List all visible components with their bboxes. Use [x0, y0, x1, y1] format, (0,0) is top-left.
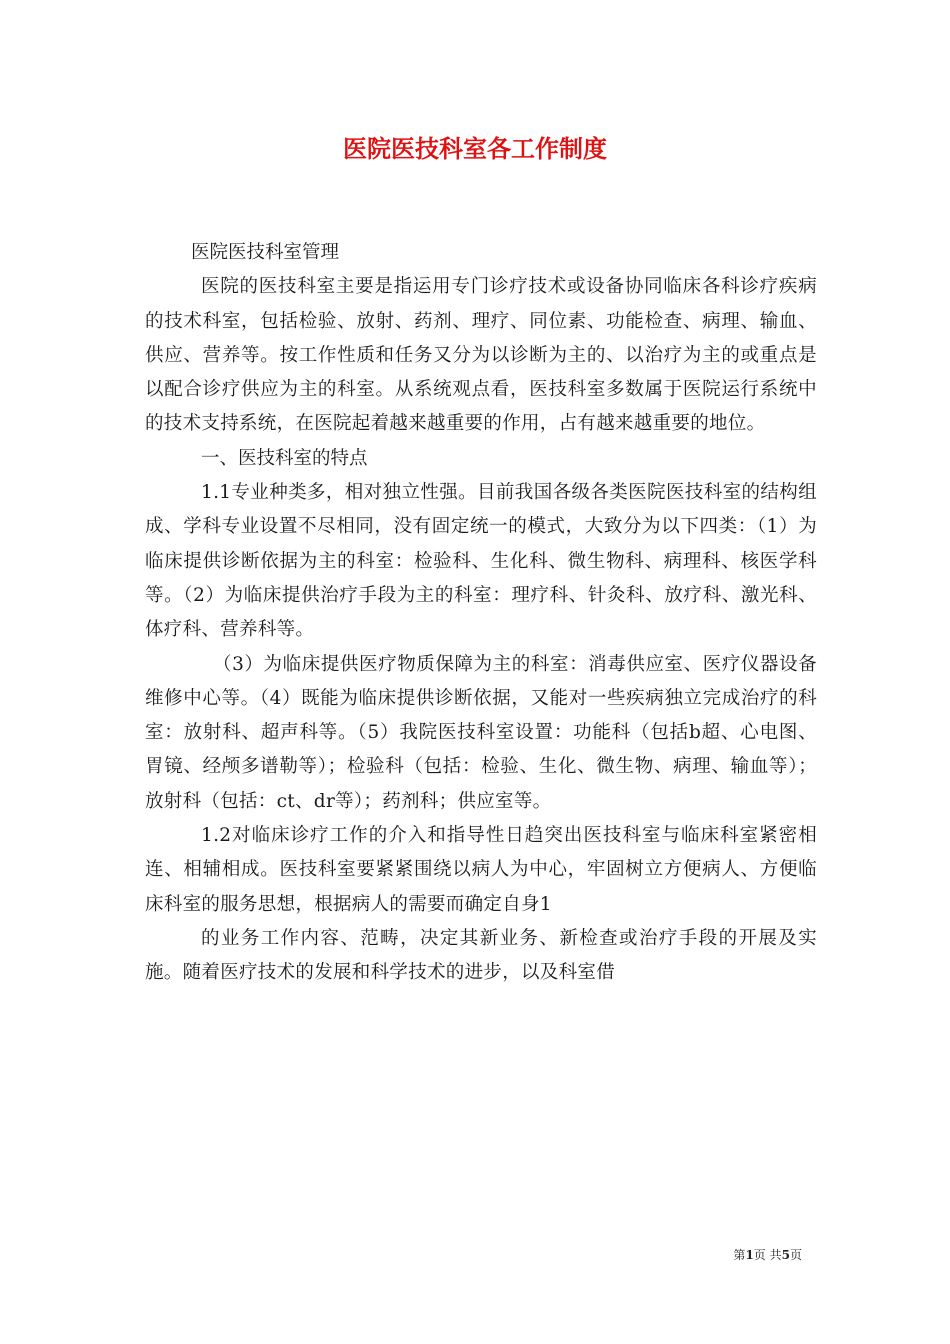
section-heading: 医院医技科室管理 [191, 242, 340, 263]
document-title: 医院医技科室各工作制度 [343, 134, 607, 163]
paragraph-continuation: 的业务工作内容、范畴，决定其新业务、新检查或治疗手段的开展及实施。随着医疗技术的发展和科学技术的进步，以及科室借 [145, 927, 817, 984]
paragraph-1-2: 1.2对临床诊疗工作的介入和指导性日趋突出医技科室与临床科室紧密相连、相辅相成。医技科室要紧紧围绕以病人为中心，牢固树立方便病人、方便临床科室的服务思想，根据病人的需要而确定自身1 [145, 825, 817, 915]
footer-middle: 页 共 [753, 1248, 782, 1262]
paragraph-intro: 医院的医技科室主要是指运用专门诊疗技术或设备协同临床各科诊疗疾病的技术科室，包括检验、放射、药剂、理疗、同位素、功能检查、病理、输血、供应、营养等。按工作性质和任务又分为以诊断为主的、以治疗为主的或重点是以配合诊疗供应为主的科室。从系统观点看，医技科室多数属于医院运行系统中的技术支持系统，在医院起着越来越重要的作用，占有越来越重要的地位。 [145, 276, 817, 435]
paragraph-1-1: 1.1专业种类多，相对独立性强。目前我国各级各类医院医技科室的结构组成、学科专业设置不尽相同，没有固定统一的模式，大致分为以下四类：（1）为临床提供诊断依据为主的科室：检验科、生化科、微生物科、病理科、核医学科等。（2）为临床提供治疗手段为主的科室：理疗科、针灸科、放疗科、激光科、体疗科、营养科等。 [145, 482, 817, 641]
page-number-footer [733, 1247, 802, 1263]
paragraph-categories: （3）为临床提供医疗物质保障为主的科室：消毒供应室、医疗仪器设备维修中心等。（4）既能为临床提供诊断依据，又能对一些疾病独立完成治疗的科室：放射科、超声科等。（5）我院医技科室设置：功能科（包括b超、心电图、胃镜、经颅多谱勒等）；检验科（包括：检验、生化、微生物、病理、输血等）；放射科（包括：ct、dr等）；药剂科；供应室等。 [145, 653, 817, 812]
document-body [145, 236, 817, 991]
section-heading-features: 一、医技科室的特点 [201, 447, 368, 469]
footer-total-pages: 5 [781, 1248, 790, 1262]
footer-suffix: 页 [789, 1248, 802, 1262]
footer-prefix: 第 [733, 1248, 746, 1262]
footer-current-page: 1 [745, 1248, 754, 1262]
